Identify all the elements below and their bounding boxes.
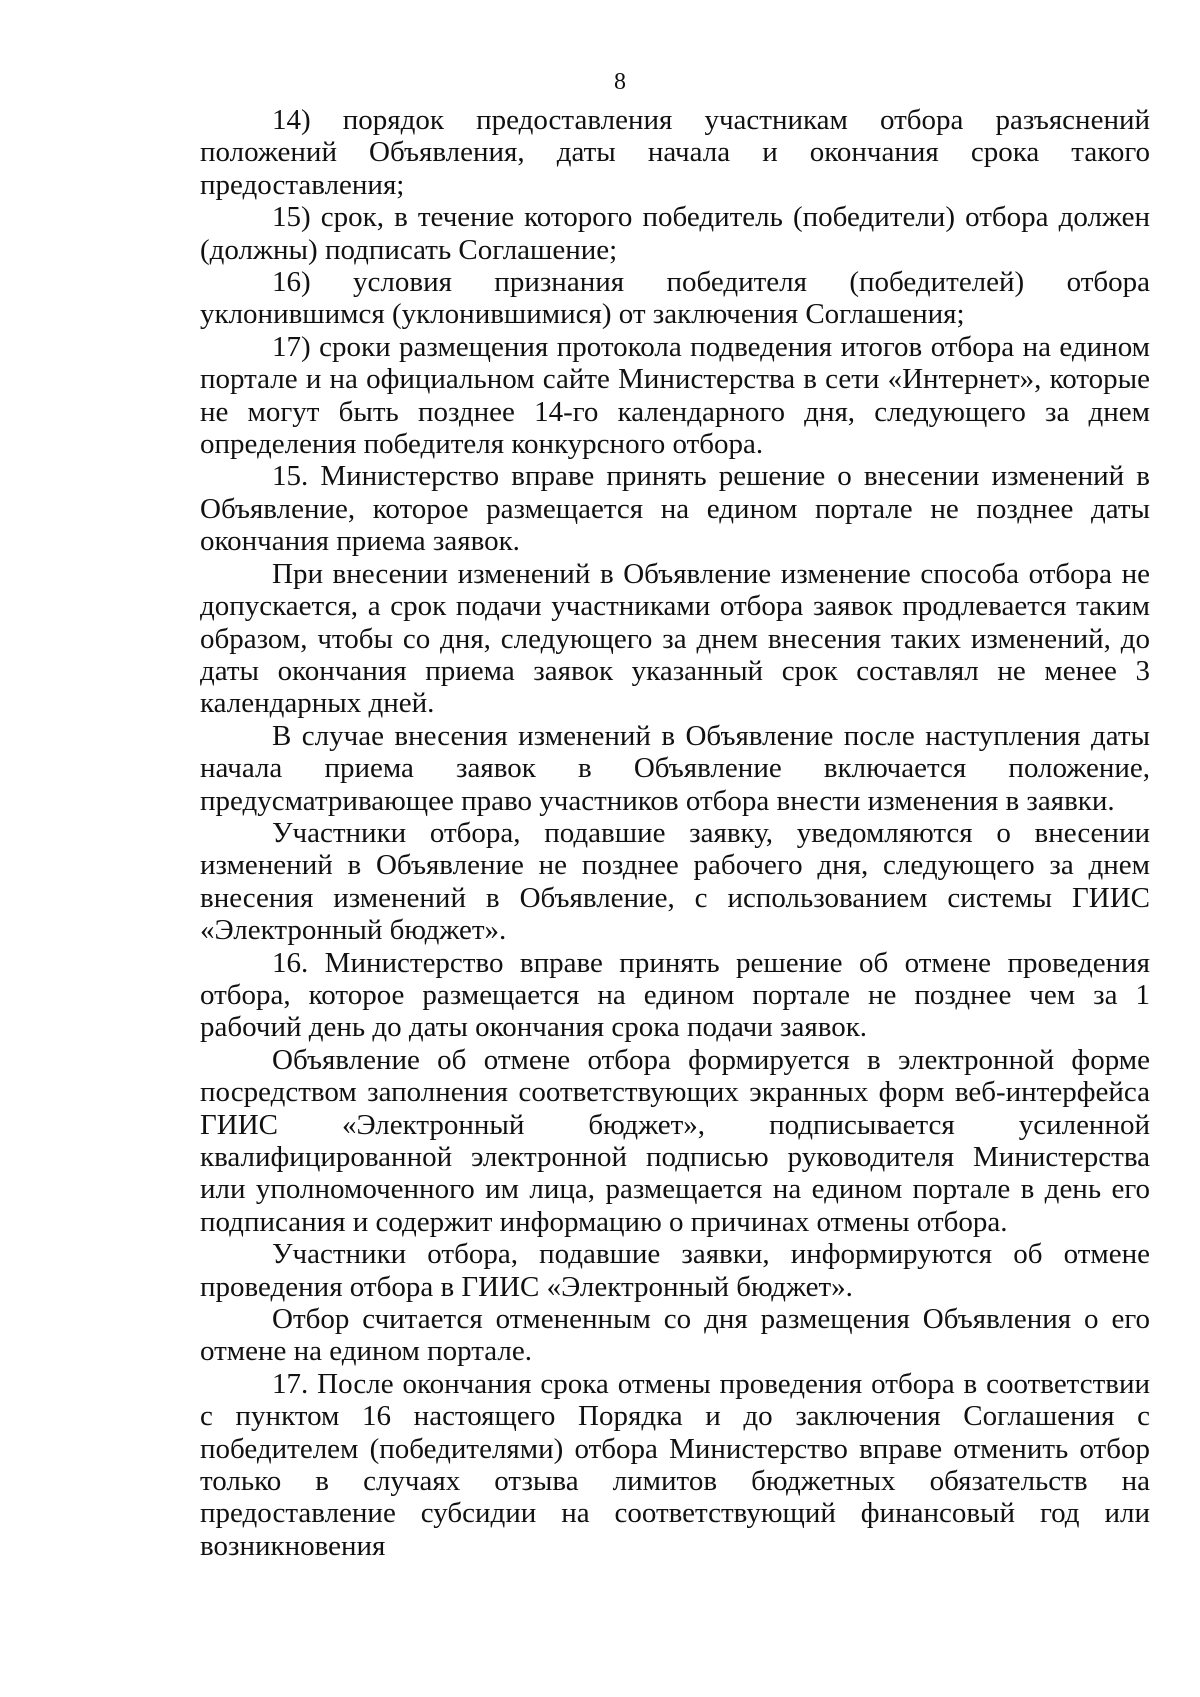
paragraph-clause-16-part-3: Участники отбора, подавшие заявки, информируются об отмене проведения отбора в ГИИС «Электронный бюджет». [200,1238,1150,1303]
paragraph-clause-15-part-4: Участники отбора, подавшие заявку, уведомляются о внесении изменений в Объявление не позднее рабочего дня, следующего за днем внесения изменений в Объявление, с использованием системы ГИИС «Электронный бюджет». [200,816,1150,947]
paragraph-clause-17: 17. После окончания срока отмены проведения отбора в соответствии с пунктом 16 настоящего Порядка и до заключения Соглашения с победителем (победителями) отбора Министерство вправе отменить отбор только в случаях отзыва лимитов бюджетных обязательств на предоставление субсидии на соответствующий финансовый год или возникновения [200,1367,1150,1562]
paragraph-clause-16-part-2: Объявление об отмене отбора формируется в электронной форме посредством заполнения соответствующих экранных форм веб-интерфейса ГИИС «Электронный бюджет», подписывается усиленной квалифицированной электронной подписью руководителя Министерства или уполномоченного им лица, размещается на едином портале в день его подписания и содержит информацию о причинах отмены отбора. [200,1043,1150,1238]
paragraph-clause-16-part-4: Отбор считается отмененным со дня размещения Объявления о его отмене на едином портале. [200,1303,1150,1368]
paragraph-item-15: 15) срок, в течение которого победитель (победители) отбора должен (должны) подписать Соглашение; [200,201,1150,266]
paragraph-clause-16: 16. Министерство вправе принять решение об отмене проведения отбора, которое размещается на едином портале не позднее чем за 1 рабочий день до даты окончания срока подачи заявок. [200,946,1150,1044]
page-number: 8 [614,69,626,95]
paragraph-item-14: 14) порядок предоставления участникам отбора разъяснений положений Объявления, даты начала и окончания срока такого предоставления; [200,104,1150,201]
paragraph-clause-15-part-2: При внесении изменений в Объявление изменение способа отбора не допускается, а срок подачи участниками отбора заявок продлевается таким образом, чтобы со дня, следующего за днем внесения таких изменений, до даты окончания приема заявок указанный срок составлял не менее 3 календарных дней. [200,557,1150,720]
document-body [200,104,1150,1562]
paragraph-item-17: 17) сроки размещения протокола подведения итогов отбора на едином портале и на официальном сайте Министерства в сети «Интернет», которые не могут быть позднее 14-го календарного дня, следующего за днем определения победителя конкурсного отбора. [200,330,1150,461]
paragraph-clause-15: 15. Министерство вправе принять решение о внесении изменений в Объявление, которое размещается на едином портале не позднее даты окончания приема заявок. [200,460,1150,558]
paragraph-item-16: 16) условия признания победителя (победителей) отбора уклонившимся (уклонившимися) от заключения Соглашения; [200,266,1150,331]
paragraph-clause-15-part-3: В случае внесения изменений в Объявление после наступления даты начала приема заявок в Объявление включается положение, предусматривающее право участников отбора внести изменения в заявки. [200,719,1150,817]
